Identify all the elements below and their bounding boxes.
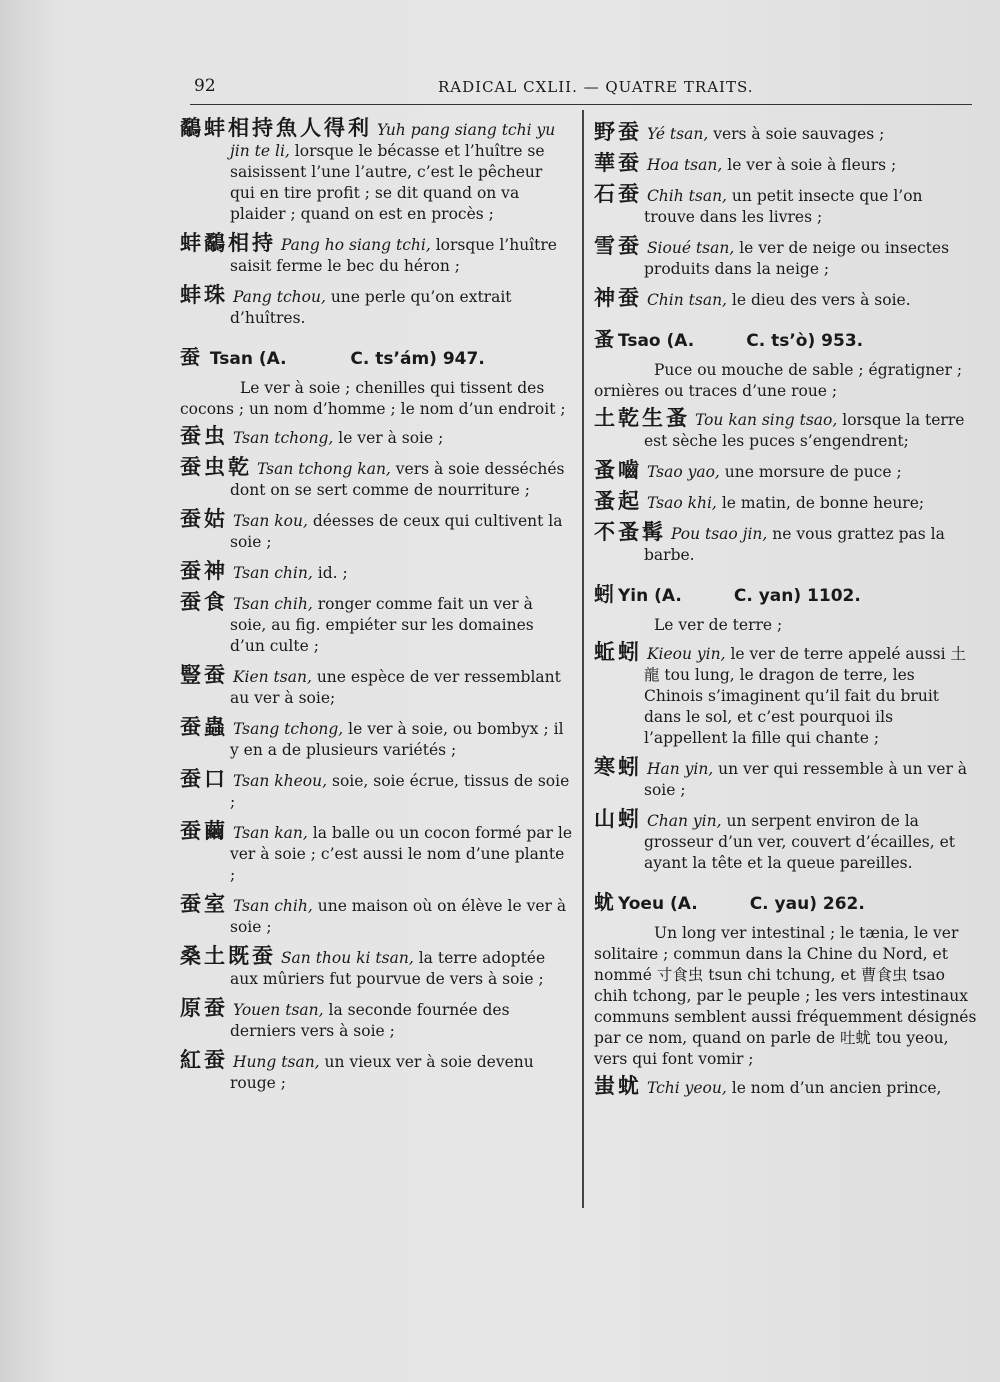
chinese-term: 鷸蚌相持魚人得利 — [180, 116, 372, 140]
list-item — [594, 236, 978, 280]
chinese-term: 神蚕 — [594, 286, 642, 310]
chinese-term: 豎蚕 — [180, 663, 228, 687]
definition-text: le ver à soie, ou bombyx ; il y en a de plusieurs variétés ; — [230, 720, 564, 759]
heading-definition: Un long ver intestinal ; le tænia, le ver solitaire ; commun dans la Chine du Nord, et nommé 寸食虫 tsun chi tchung, et 曹食虫 tsao chih tchong, par le peuple ; les vers intestinaux communs semblent aussi fréquemment désignés par ce nom, quand on parle de 吐蚘 tou yeou, vers qui font vomir ; — [594, 924, 977, 1068]
romanization: Pang tchou, — [232, 288, 326, 306]
definition-text: le matin, de bonne heure; — [721, 494, 925, 512]
entry-list — [180, 426, 572, 1094]
chinese-term: 蚕室 — [180, 892, 228, 916]
romanization: Tchi yeou, — [646, 1079, 727, 1097]
list-item — [594, 642, 978, 749]
romanization: Tsan tchong, — [232, 429, 334, 447]
chinese-term: 蚌珠 — [180, 283, 228, 307]
heading-title: Yin (A. — [618, 586, 682, 606]
entry-list — [594, 122, 978, 311]
heading-reference: C. ts’ò) 953. — [746, 331, 864, 351]
list-item — [594, 153, 978, 176]
heading-title: Tsan (A. — [209, 349, 287, 369]
chinese-term: 蚕虫 — [180, 424, 228, 448]
romanization: Tsao yao, — [646, 463, 720, 481]
romanization: Chan yin, — [646, 812, 722, 830]
definition-text: un vieux ver à soie devenu rouge ; — [230, 1053, 534, 1092]
chinese-term: 寒蚓 — [594, 755, 642, 779]
chinese-term: 蚩蚘 — [594, 1074, 642, 1098]
romanization: Kien tsan, — [232, 668, 312, 686]
heading-definition: Le ver à soie ; chenilles qui tissent des cocons ; un nom d’homme ; le nom d’un endroit ; — [180, 379, 566, 418]
romanization: Han yin, — [646, 760, 714, 778]
definition-text: ronger comme fait un ver à soie, au fig. empiéter sur les domaines d’un culte ; — [230, 595, 534, 655]
chinese-term: 蚯蚓 — [594, 640, 642, 664]
entry-heading — [594, 329, 978, 352]
heading-reference: C. ts’ám) 947. — [350, 349, 485, 369]
list-item — [594, 460, 978, 483]
definition-text: le dieu des vers à soie. — [731, 291, 911, 309]
list-item — [180, 457, 572, 501]
definition-text: soie, soie écrue, tissus de soie ; — [230, 772, 570, 811]
list-item — [180, 426, 572, 449]
section-container — [594, 329, 978, 1099]
romanization: Tsan chih, — [232, 897, 313, 915]
list-item — [180, 946, 572, 990]
romanization: Kieou yin, — [646, 645, 726, 663]
romanization: Tsan kheou, — [232, 772, 328, 790]
romanization: Tsan kan, — [232, 824, 308, 842]
chinese-term: 蚌鷸相持 — [180, 231, 276, 255]
romanization: Tsao khi, — [646, 494, 717, 512]
list-item — [180, 285, 572, 329]
chinese-term: 華蚕 — [594, 151, 642, 175]
list-item — [594, 491, 978, 514]
left-column — [180, 118, 572, 1102]
radical-character: 蚓 — [594, 582, 614, 606]
list-item — [180, 1050, 572, 1094]
definition-text: un ver qui ressemble à un ver à soie ; — [644, 760, 968, 799]
chinese-term: 原蚕 — [180, 996, 228, 1020]
heading-definition: Le ver de terre ; — [654, 616, 783, 634]
heading-reference: C. yan) 1102. — [733, 586, 861, 606]
right-column — [594, 122, 978, 1107]
romanization: Hoa tsan, — [646, 156, 723, 174]
list-item — [594, 809, 978, 874]
definition-text: le nom d’un ancien prince, — [731, 1079, 942, 1097]
romanization: Chin tsan, — [646, 291, 727, 309]
list-item — [180, 998, 572, 1042]
chinese-term: 蚕蟲 — [180, 715, 228, 739]
chinese-term: 不蚤髯 — [594, 520, 666, 544]
list-item — [180, 769, 572, 813]
definition-text: le ver à soie à fleurs ; — [727, 156, 897, 174]
romanization: Tsan chin, — [232, 564, 313, 582]
romanization: Yé tsan, — [646, 125, 709, 143]
romanization: Tsan chih, — [232, 595, 313, 613]
romanization: Hung tsan, — [232, 1053, 320, 1071]
list-item — [180, 665, 572, 709]
list-item — [594, 184, 978, 228]
romanization: San thou ki tsan, — [280, 949, 414, 967]
chinese-term: 土乾生蚤 — [594, 406, 690, 430]
page-header — [190, 74, 972, 105]
list-item — [594, 522, 978, 566]
definition-text: la terre adoptée aux mûriers fut pourvue de vers à soie ; — [230, 949, 546, 988]
list-item — [180, 894, 572, 938]
chinese-term: 蚕神 — [180, 559, 228, 583]
romanization: Pang ho siang tchi, — [280, 236, 431, 254]
definition-text: lorsque la terre est sèche les puces s’engendrent; — [644, 411, 965, 450]
chinese-term: 蚕口 — [180, 767, 228, 791]
column-divider — [582, 110, 584, 1208]
definition-text: déesses de ceux qui cultivent la soie ; — [230, 512, 563, 551]
definition-text: ne vous grattez pas la barbe. — [644, 525, 945, 564]
definition-text: une espèce de ver ressemblant au ver à soie; — [230, 668, 561, 707]
romanization: Yuh pang siang tchi yu jin te li, — [230, 121, 556, 160]
list-item — [180, 509, 572, 553]
heading-definition: Puce ou mouche de sable ; égratigner ; ornières ou traces d’une roue ; — [594, 361, 963, 400]
entry-heading — [594, 892, 978, 915]
romanization: Chih tsan, — [646, 187, 727, 205]
list-item — [594, 408, 978, 452]
chinese-term: 蚕繭 — [180, 819, 228, 843]
radical-character: 蚘 — [594, 890, 614, 914]
definition-text: une perle qu’on extrait d’huîtres. — [230, 288, 512, 327]
list-item — [180, 821, 572, 886]
running-title: RADICAL CXLII. — QUATRE TRAITS. — [438, 78, 754, 96]
romanization: Youen tsan, — [232, 1001, 324, 1019]
definition-text: lorsque le bécasse et l’huître se saisissent l’une l’autre, c’est le pêcheur qui en tire profit ; se dit quand on va plaider ; quand on est en procès ; — [230, 142, 545, 223]
chinese-term: 野蚕 — [594, 120, 642, 144]
entry-heading — [180, 347, 572, 370]
definition-text: un petit insecte que l’on trouve dans les livres ; — [644, 187, 923, 226]
romanization: Tou kan sing tsao, — [694, 411, 838, 429]
definition-text: vers à soie desséchés dont on se sert comme de nourriture ; — [230, 460, 565, 499]
chinese-term: 山蚓 — [594, 807, 642, 831]
list-item — [180, 592, 572, 657]
chinese-term: 紅蚕 — [180, 1048, 228, 1072]
definition-text: la seconde fournée des derniers vers à soie ; — [230, 1001, 510, 1040]
chinese-term: 蚤嚙 — [594, 458, 642, 482]
definition-text: le ver de neige ou insectes produits dans la neige ; — [644, 239, 950, 278]
definition-text: lorsque l’huître saisit ferme le bec du héron ; — [230, 236, 557, 275]
definition-text: une morsure de puce ; — [724, 463, 902, 481]
chinese-term: 蚕姑 — [180, 507, 228, 531]
list-item — [594, 757, 978, 801]
heading-title: Yoeu (A. — [618, 894, 698, 914]
definition-text: la balle ou un cocon formé par le ver à soie ; c’est aussi le nom d’une plante ; — [230, 824, 573, 884]
chinese-term: 雪蚕 — [594, 234, 642, 258]
list-item — [594, 122, 978, 145]
list-item — [180, 233, 572, 277]
list-item — [180, 561, 572, 584]
romanization: Tsan tchong kan, — [256, 460, 391, 478]
romanization: Pou tsao jin, — [670, 525, 768, 543]
chinese-term: 蚕食 — [180, 590, 228, 614]
radical-character: 蚕 — [180, 345, 200, 369]
definition-text: une maison où on élève le ver à soie ; — [230, 897, 567, 936]
romanization: Tsan kou, — [232, 512, 308, 530]
heading-reference: C. yau) 262. — [749, 894, 865, 914]
definition-text: le ver de terre appelé aussi 土龍 tou lung, le dragon de terre, les Chinois s’imaginent qu’il fait du bruit dans le sol, et c’est pourquoi ils l’appellent la fille qui chante ; — [644, 645, 966, 747]
list-item — [180, 717, 572, 761]
heading-title: Tsao (A. — [618, 331, 695, 351]
radical-character: 蚤 — [594, 327, 614, 351]
chinese-term: 蚕虫乾 — [180, 455, 252, 479]
chinese-term: 石蚕 — [594, 182, 642, 206]
definition-text: un serpent environ de la grosseur d’un ver, couvert d’écailles, et ayant la tête et la queue pareilles. — [644, 812, 955, 872]
list-item — [594, 1076, 978, 1099]
list-item — [594, 288, 978, 311]
definition-text: vers à soie sauvages ; — [713, 125, 885, 143]
page-number: 92 — [194, 76, 216, 96]
chinese-term: 桑土既蚕 — [180, 944, 276, 968]
chinese-term: 蚤起 — [594, 489, 642, 513]
romanization: Sioué tsan, — [646, 239, 735, 257]
entry-heading — [594, 584, 978, 607]
romanization: Tsang tchong, — [232, 720, 344, 738]
definition-text: id. ; — [317, 564, 348, 582]
list-item — [180, 118, 572, 225]
definition-text: le ver à soie ; — [338, 429, 444, 447]
